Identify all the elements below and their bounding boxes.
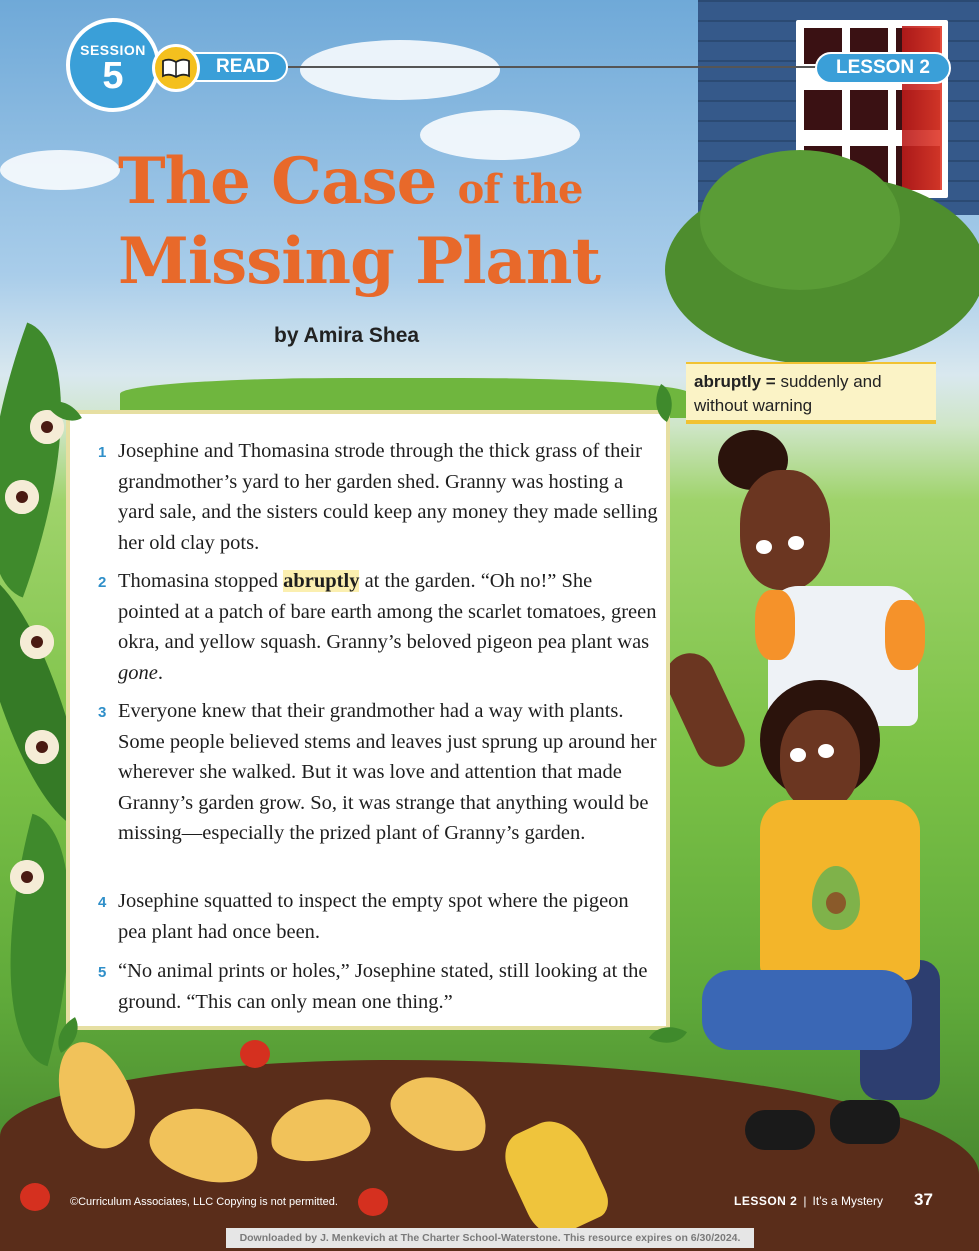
page-number: 37	[914, 1190, 933, 1209]
paragraph-text: .	[157, 661, 163, 684]
vocab-definition: suddenly and without warning	[694, 372, 882, 415]
footer-separator: |	[803, 1194, 807, 1208]
footer-unit: It’s a Mystery	[812, 1194, 883, 1208]
emphasis: gone	[118, 661, 158, 684]
bush	[700, 150, 900, 290]
girl-eye	[756, 540, 772, 554]
session-number: 5	[102, 55, 124, 97]
girl-eye	[818, 744, 834, 758]
paragraph-text: Thomasina stopped	[118, 570, 284, 592]
title-line1-small: of the	[457, 166, 583, 213]
session-label: SESSION	[80, 42, 146, 58]
vocab-highlight[interactable]: abruptly	[283, 570, 360, 592]
paragraph	[98, 886, 658, 947]
okra-flower	[5, 480, 39, 514]
vocab-term: abruptly	[694, 372, 762, 391]
book-icon	[152, 44, 200, 92]
paragraph-text: Josephine and Thomasina strode through the thick grass of their grandmother’s yard to her garden shed. Granny was hosting a yard sale, and the sisters could keep any money they made selling her old clay pots.	[118, 440, 658, 554]
download-notice: Downloaded by J. Menkevich at The Charter School-Waterstone. This resource expires on 6/30/2024.	[226, 1228, 754, 1248]
cloud	[300, 40, 500, 100]
okra-flower	[25, 730, 59, 764]
paragraph	[98, 566, 658, 688]
tomato	[240, 1040, 270, 1068]
orange-sleeve	[755, 590, 795, 660]
story-text-box	[66, 410, 670, 1030]
paragraph-number: 3	[98, 704, 107, 721]
vocab-box	[686, 362, 936, 424]
okra-flower	[20, 625, 54, 659]
orange-sleeve	[885, 600, 925, 670]
header-rule	[288, 66, 818, 68]
girl-jeans	[702, 970, 912, 1050]
cloud	[0, 150, 120, 190]
copyright-notice: ©Curriculum Associates, LLC Copying is not permitted.	[70, 1196, 338, 1208]
paragraph	[98, 956, 658, 1017]
tomato	[20, 1183, 50, 1211]
tomato	[358, 1188, 388, 1216]
paragraph-number: 5	[98, 964, 107, 981]
paragraph-number: 1	[98, 444, 107, 461]
girl-shoe	[745, 1110, 815, 1150]
garden-soil	[0, 1060, 979, 1251]
girl-eye	[790, 748, 806, 762]
lesson-label: LESSON 2	[815, 52, 951, 84]
girl-arm	[657, 645, 753, 775]
read-label: READ	[180, 52, 288, 82]
vocab-equals: =	[761, 372, 781, 391]
paragraph-number: 4	[98, 894, 107, 911]
paragraph-text: at the garden. “Oh no!” She pointed at a patch of bare earth among the scarlet tomatoes, green okra, and yellow squash. Granny’s beloved pigeon pea plant was	[118, 570, 657, 653]
byline: by Amira Shea	[274, 324, 420, 347]
paragraph-text: Everyone knew that their grandmother had a way with plants. Some people believed stems and leaves just sprung up around her wherever she walked. But it was love and attention that made Granny’s garden grow. So, it was strange that anything would be missing—especially the prized plant of Granny’s garden.	[118, 700, 657, 844]
okra-flower	[10, 860, 44, 894]
footer-lesson: LESSON 2	[734, 1194, 798, 1208]
session-badge	[66, 18, 160, 112]
girl-face	[740, 470, 830, 590]
title-line2: Missing Plant	[118, 224, 601, 299]
title-line1-main: The Case	[118, 144, 437, 219]
girl-eye	[788, 536, 804, 550]
paragraph	[98, 696, 658, 849]
paragraph-text: “No animal prints or holes,” Josephine stated, still looking at the ground. “This can only mean one thing.”	[118, 960, 648, 1013]
paragraph	[98, 436, 658, 558]
girl-shoe	[830, 1100, 900, 1144]
paragraph-text: Josephine squatted to inspect the empty spot where the pigeon pea plant had once been.	[118, 890, 629, 943]
footer-lesson-info	[734, 1194, 883, 1208]
story-title	[118, 146, 638, 298]
paragraph-number: 2	[98, 574, 107, 591]
